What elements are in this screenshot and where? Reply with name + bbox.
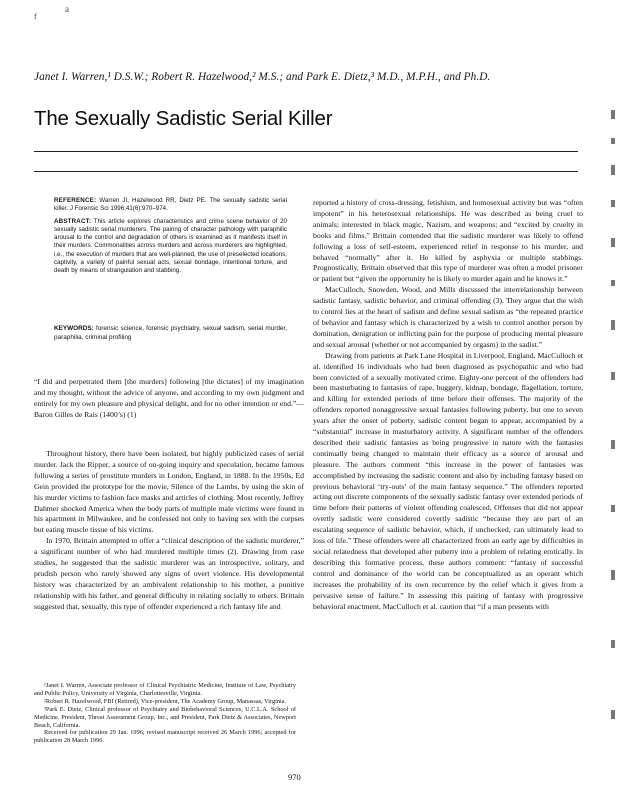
divider <box>34 151 578 152</box>
body-paragraph: Throughout history, there have been isolated, but highly publicized cases of serial murder. Jack the Ripper, a source of on-going inquiry and speculation, became famous following a series of prostitute murders in London, England, in 1888. In the 1950s, Ed Gein provided the prototype for the movie, Silence of the Lambs, by using the skin of his murder victims to fashion face masks and articles of clothing. Most recently, Jeffrey Dahmer shocked America when the body parts of multiple male victims were found in his apartment in Milwaukee, and he confessed not only to having sex with the corpses but eating muscle tissue of his victims. <box>34 449 304 535</box>
footnote: ²Robert R. Hazelwood, FBI (Retired), Vice-president, The Academy Group, Manassas, Virginia. <box>44 697 287 705</box>
reference-label: REFERENCE: <box>54 197 97 204</box>
margin-scribbles <box>607 110 621 730</box>
body-paragraph: Drawing from patients at Park Lane Hospital in Liverpool, England, MacCulloch et al. identified 16 individuals who had been diagnosed as psychopathic and who had been convicted of a sexually motivated crime. Eighty-one percent of the offenders had been masturbating to fantasies of rape, buggery, kidnap, bondage, flagellation, torture, and killing for extended periods of time before their offenses. The majority of the offenders reported nonaggressive sexual fantasies following puberty, but one to seven years after the onset of puberty, sadistic content began to appear, accompanied by a “substantial” increase in masturbatory activity. A significant number of the offenders described their sadistic fantasies as being progressive in nature with the fantasies continually being changed to maintain their efficacy as a source of arousal and pleasure. The authors comment “this increase in the power of fantasies was accomplished by increasing the sadistic content and also by including fantasy based on previous behavioral ‘try-outs’ of the main fantasy sequence.” The offenders reported acting out discrete components of the sexually sadistic fantasy over extended periods of time before their patterns of violent offending coalesced. Offenses that did not appear overtly sadistic were considered covertly sadistic “because they are part of an escalating sequence of sadistic behavior, which, if unchecked, can ultimately lead to loss of life.” These offenders were all characterized from an early age by difficulties in social relatedness that developed after puberty into a problem of relating erotically. In describing this formative process, these authors comment: “fantasy of successful control and dominance of the world can be conceptualized as an operant which increases the probability of its own recurrence by the relief which it gives from a pervasive sense of failure.” In assessing this pairing of fantasy with progressive behavioral enactment, MacCulloch et al. caution that “if a man presents with <box>313 350 583 611</box>
abstract-block <box>54 197 287 280</box>
footnote: Received for publication 29 Jan. 1996; revised manuscript received 26 March 1996; accepted for publication 28 March 1996. <box>34 729 296 745</box>
divider <box>34 171 578 172</box>
stray-mark: f <box>34 12 37 21</box>
stray-mark: a <box>65 4 69 14</box>
article-title: The Sexually Sadistic Serial Killer <box>34 107 333 130</box>
left-column-body <box>34 449 304 613</box>
page-number: 970 <box>288 772 301 782</box>
reference-paragraph <box>54 197 287 214</box>
body-paragraph: In 1970, Brittain attempted to offer a “clinical description of the sadistic murderer,” a significant number of who had murdered multiple times (2). Drawing from case studies, he suggested that the sadistic murderer was an introspective, solitary, and prudish person who rarely showed any signs of overt violence. His developmental history was characterized by an ambivalent relationship to his mother, a punitive relationship with his father, and general difficulty in relating socially to others. Brittain suggested that, sexually, this type of offender experienced a rich fantasy life and <box>34 536 304 611</box>
body-paragraph: reported a history of cross-dressing, fetishism, and homosexual activity but was “often impotent” in his heterosexual relationships. He was described as being cruel to animals; interested in black magic, Nazism, and weapons; and “excited by cruelty in books and films.” Brittain contended that the sadistic murderer was likely to offend following a loss of self-esteem, experienced relief in response to his murder, and behaved “normally” after it. He killed by asphyxia or multiple stabbings. Prognostically, Brittain observed that this type of murderer was often a model prisoner or patient but “given the opportunity he is likely to murder again and he knows it.” <box>313 198 583 284</box>
keywords-block <box>54 325 287 343</box>
footnotes <box>34 682 296 745</box>
keywords-text: forensic science, forensic psychiatry, sexual sadism, serial murder, paraphilia, criminal profiling <box>54 325 288 341</box>
keywords-label: KEYWORDS: <box>54 325 94 332</box>
abstract-label: ABSTRACT: <box>54 217 92 225</box>
abstract-paragraph <box>54 218 287 276</box>
epigraph: “I did and perpetrated them [the murders] following [the dictates] of my imagination and my thought, without the advice of anyone, and according to my own judgment and entirely for my own pleasure and physical delight, and for no other intention or end.”—Baron Gilles de Rais (1400’s) (1) <box>34 377 304 419</box>
author-line: Janet I. Warren,¹ D.S.W.; Robert R. Hazelwood,² M.S.; and Park E. Dietz,³ M.D., M.P.H., and Ph.D. <box>34 71 491 83</box>
footnote: ³Park E. Dietz, Clinical professor of Psychiatry and Biobehavioral Sciences, U.C.L.A. School of Medicine. President, Threat Assessment Group, Inc., and President, Park Dietz & Associates, Newport Beach, California. <box>34 705 296 729</box>
footnote: ¹Janet I. Warren, Associate professor of Clinical Psychiatric Medicine, Institute of Law, Psychiatry and Public Policy, University of Virginia, Charlottesville, Virginia. <box>34 682 296 697</box>
body-paragraph: MacCulloch, Snowden, Wood, and Mills discussed the interrelationship between sadistic fantasy, sadistic behavior, and criminal offending (3). They argue that the wish to control lies at the heart of sadism and define sexual sadism as “the repeated practice of behavior and fantasy which is characterized by a wish to control another person by domination, denigration or inflicting pain for the purpose of producing mental pleasure and sexual arousal (whether or not accompanied by orgasm) in the sadist.” <box>313 285 583 349</box>
right-column-body <box>313 198 583 612</box>
reference-text: Warren JI, Hazelwood RR, Dietz PE. The sexually sadistic serial killer. J Forensic Sci 1996;41(6):970–974. <box>54 197 287 213</box>
abstract-text: This article explores characteristics and crime scene behavior of 20 sexually sadistic serial murderers. The pairing of character pathology with paraphilic arousal to the control and degradation of others is examined as it manifests itself in their murders. Commonalities across murders and across murderers are highlighted, i.e., the execution of murders that are well-planned, the use of preselected locations, captivity, a variety of painful sexual acts, sexual bondage, intentional torture, and death by means of strangulation and stabbing. <box>54 217 287 275</box>
